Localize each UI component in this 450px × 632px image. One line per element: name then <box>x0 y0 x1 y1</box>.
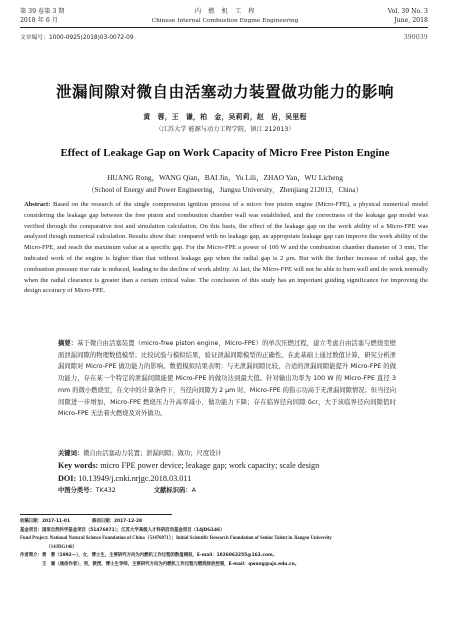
footnotes <box>20 518 432 569</box>
footnote-author2: 王 谦（通信作者），男，教授，博士生导师，主要研究方向为内燃机工作过程与燃烧排放控制，E-mail：qwang@ujs.edu.cn。 <box>42 561 300 567</box>
footnote-dates: 收稿日期：2017-11-01 修回日期：2017-12-28 <box>20 519 143 524</box>
title-cn: 泄漏间隙对微自由活塞动力装置做功能力的影响 <box>55 83 395 101</box>
keywords-en <box>58 460 418 471</box>
keywords-cn-label: 关键词： <box>58 450 84 457</box>
footnote-author1: 作者简介：黄 蓉（1992—），女，博士生，主要研究方向为内燃机工作过程的数值模拟，E-mail：1826062255@163.com。 <box>20 553 277 558</box>
keywords-cn <box>58 449 398 459</box>
header-date-cn: 2018 年 6 月 <box>20 17 58 24</box>
header-rule <box>20 27 428 28</box>
doi <box>58 473 398 484</box>
article-number: 文章编号：1000-0925(2018)03-0072-09 <box>20 35 134 41</box>
authors-en: HUANG Rong，WANG Qian，BAI Jin，Yu Lili，ZHAO Yan，WU Licheng <box>107 173 343 182</box>
clc-value: TK432 <box>95 487 116 494</box>
abstract-cn <box>58 338 396 420</box>
doi-text: 10.13949/j.cnki.nrjgc.2018.03.011 <box>76 474 192 483</box>
clc-label: 中图分类号： <box>58 487 96 494</box>
abstract-en-text: Based on the research of the single compression ignition process of a micro free piston engine (Micro-FPE), a physical numerical model considering the leakage gap between the free piston and combustion chamber wall was established, and the correctness of the leakage gap model was verified through the comparative test and simulation calculation. On this basis, the effect of the leakage gap on the work ability of a Micro-FPE was analyzed though numerical calculation. Results show that: compared with no leakage gap, an appropriate leakage gap can improve the work ability of the Micro-FPE, and reach the maximum value at a specific gap. For the Micro-FPE a power of 100 W and the combustion chamber diameter of 3 mm, The indicated work of the engine is higher than that without leakage gap when the radial gap is 2 μm. But with the further increase of radial gap, the combustion pressure rise rate is reduced, leading to the decline of work ability. At last, the Micro-FPE will not be able to burn well and do work normally when the radial clearance is greater than a certain critical value. The conclusion of this study has an important guiding significance for improving the design accuracy of Micro-FPE. <box>24 201 428 295</box>
keywords-en-label: Key words: <box>58 461 99 470</box>
affiliation-cn: （江苏大学 能源与动力工程学院，镇江 212013） <box>155 126 295 133</box>
footnote-rule <box>20 514 172 515</box>
title-en: Effect of Leakage Gap on Work Capacity of Micro Free Piston Engine <box>60 147 390 159</box>
footnote-fund-cn: 基金项目：国家自然科学基金项目（51476071）；江苏大学高级人才科研启动基金项目（14JDG146） <box>20 527 225 533</box>
authors-cn: 黄 蓉，王 谦，柏 金，吴莉莉，赵 岩，吴里程 <box>143 113 307 121</box>
header-journal-en: Chinese Internal Combustion Engine Engineering <box>151 18 299 24</box>
keywords-cn-text: 微自由活塞动力装置；泄漏间隙；做功；尺度设计 <box>83 450 222 457</box>
abstract-en-label: Abstract: <box>24 201 51 208</box>
keywords-en-text: micro FPE power device; leakage gap; work capacity; scale design <box>98 461 320 470</box>
article-code: 390039 <box>404 33 428 41</box>
doc-code-label: 文献标识码： <box>153 487 192 494</box>
abstract-cn-text: 基于微自由活塞装置（micro-free piston engine，Micro-FPE）的单次压燃过程，建立考虑自由活塞与燃烧室壁面泄漏间隙的物理数值模型；比较试验与模拟结果，验证泄漏间隙模型的正确性。在此基础上通过数值计算，研究分析泄漏间隙对 Micro-FPE 做功能力的影响。数值模拟结果表明：与无泄漏间隙比较，合适的泄漏间隙能提升 Micro-FPE 的做功能力，存在某一个特定的泄漏间隙能使 Micro-FPE 的做功达到最大值。针对输出功率为 100 W 的 Micro-FPE 直径 3 mm 的微小燃烧室，在文中的计算条件下，当径向间隙为 2 μm 时，Micro-FPE 的指示功高于无泄漏间隙情况；但当径向间隙进一步增加，Micro-FPE 燃烧压力升高率减小，做功能力下降；存在临界径向间隙 δcr，大于该临界径向间隙值时 Micro-FPE 无法着火燃烧及对外做功。 <box>58 340 397 418</box>
header-journal-cn: 内 燃 机 工 程 <box>194 8 256 15</box>
header-volume-en: Vol. 39 No. 3 <box>387 8 428 15</box>
header-date-en: June, 2018 <box>394 17 428 24</box>
abstract-cn-label: 摘要： <box>58 340 78 347</box>
footnote-fund-en-cont: （14JDG146） <box>46 544 78 550</box>
abstract-en <box>24 200 428 297</box>
header-volume-cn: 第 39 卷第 3 期 <box>20 8 65 15</box>
doi-label: DOI: <box>58 474 77 483</box>
classification <box>58 486 398 496</box>
doc-code-value: A <box>191 487 196 494</box>
footnote-fund-en: Fund Project: National Natural Science Foundation of China（51476071）；Initial Scientific Research Foundation of Senior Talent in Jiangsu University <box>20 536 332 541</box>
affiliation-en: （School of Energy and Power Engineering，Jiangsu University，Zhenjiang 212013，China） <box>87 186 363 194</box>
